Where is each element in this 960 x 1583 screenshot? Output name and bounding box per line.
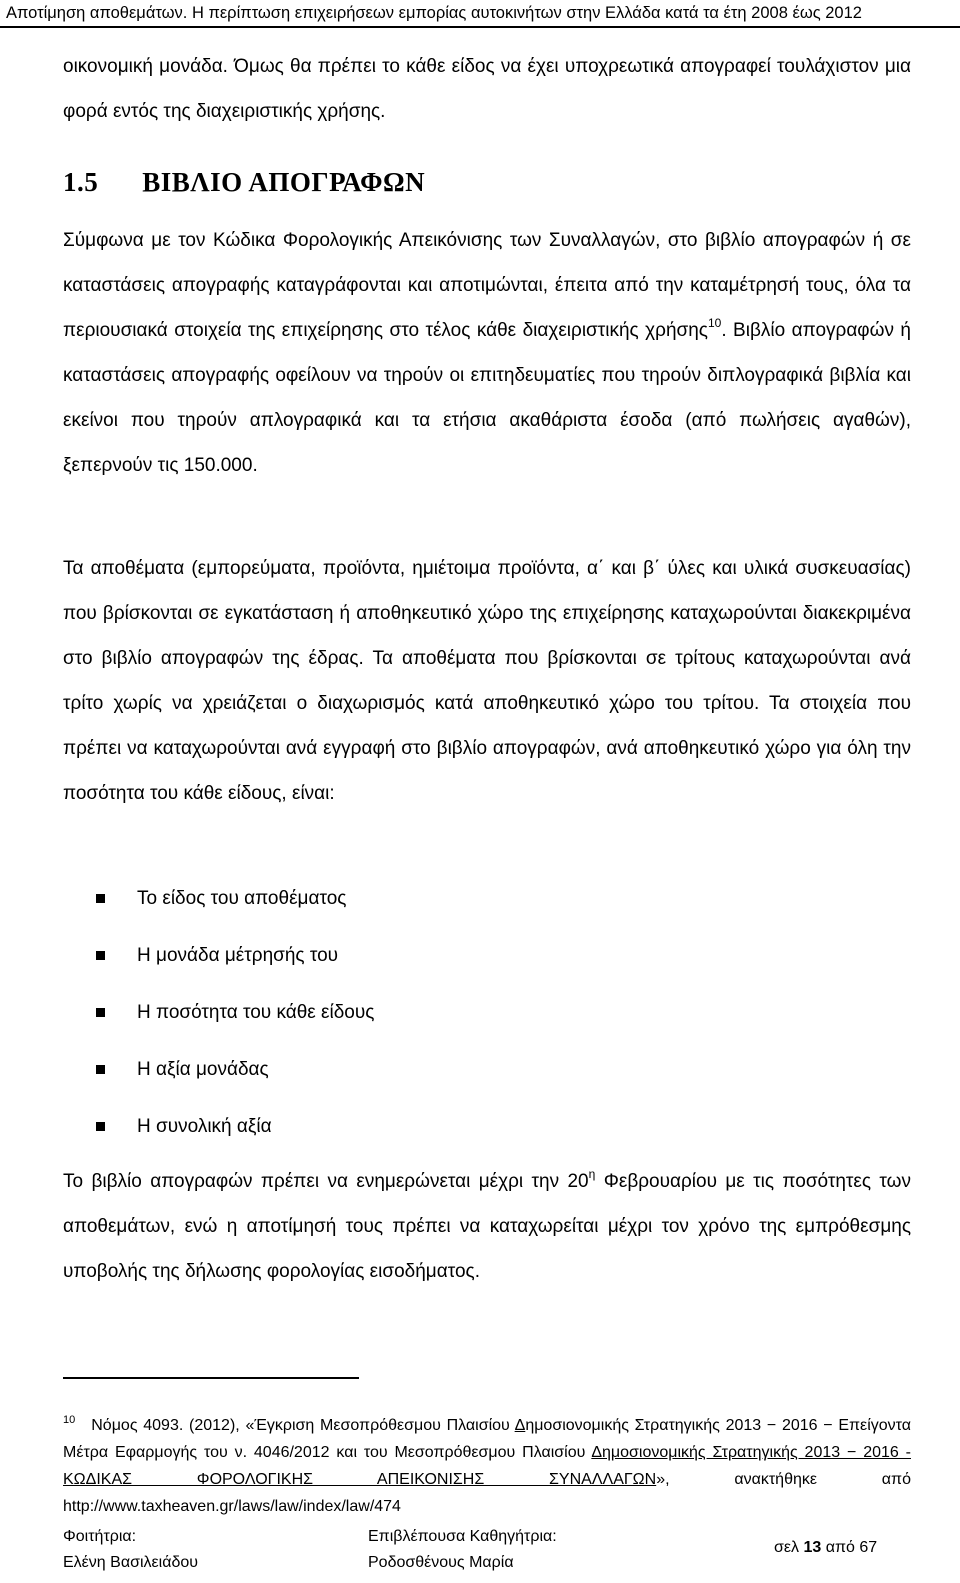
paragraph-inventory-book bbox=[63, 218, 911, 488]
footer-student bbox=[63, 1524, 198, 1576]
footnote-number: 10 bbox=[63, 1414, 76, 1426]
running-header bbox=[0, 0, 960, 34]
page-number bbox=[774, 1535, 877, 1561]
footer-supervisor bbox=[368, 1524, 557, 1576]
list-item-text: Η συνολική αξία bbox=[137, 1116, 272, 1137]
header-rule bbox=[0, 26, 960, 28]
page-current: 13 bbox=[803, 1539, 822, 1556]
page-middle: από bbox=[821, 1539, 860, 1556]
list-item-text: Η αξία μονάδας bbox=[137, 1059, 269, 1080]
square-bullet-icon bbox=[96, 894, 105, 903]
square-bullet-icon bbox=[96, 1122, 105, 1131]
list-item-text: Η μονάδα μέτρησής του bbox=[137, 945, 339, 966]
header-title: Αποτίμηση αποθεμάτων. Η περίπτωση επιχειρήσεων εμπορίας αυτοκινήτων στην Ελλάδα κατά τα έτη 2008 έως 2012 bbox=[6, 4, 862, 22]
page-total: 67 bbox=[859, 1539, 878, 1556]
paragraph-inventory-book-part1: Σύμφωνα με τον Κώδικα Φορολογικής Απεικόνισης των Συναλλαγών, στο βιβλίο απογραφών ή σε καταστάσεις απογραφής καταγράφονται και αποτιμώνται, έπειτα από την καταμέτρησή τους, όλα τα περιουσιακά στοιχεία της επιχείρησης στο τέλος κάθε διαχειριστικής χρήσης bbox=[63, 230, 911, 341]
paragraph-stocks: Τα αποθέματα (εμπορεύματα, προϊόντα, ημιέτοιμα προϊόντα, α΄ και β΄ ύλες και υλικά συσκευασίας) που βρίσκονται σε εγκατάσταση ή αποθηκευτικό χώρο της επιχείρησης καταχωρούνται διακεκριμένα στο βιβλίο απογραφών της έδρας. Τα αποθέματα που βρίσκονται σε τρίτους καταχωρούνται ανά τρίτο χωρίς να χρειάζεται ο διαχωρισμός κατά αποθηκευτικό χώρο του τρίτου. Τα στοιχεία που πρέπει να καταχωρούνται ανά εγγραφή στο βιβλίο απογραφών, ανά αποθηκευτικό χώρο για όλη την ποσότητα του κάθε είδους, είναι: bbox=[63, 558, 911, 804]
footer-student-label: Φοιτήτρια: bbox=[63, 1528, 137, 1545]
bullet-list bbox=[96, 870, 374, 1155]
section-title: ΒΙΒΛΙΟ ΑΠΟΓΡΑΦΩΝ bbox=[142, 167, 426, 197]
list-item bbox=[96, 984, 374, 1041]
page-prefix: σελ bbox=[774, 1539, 804, 1556]
list-item-text: Το είδος του αποθέματος bbox=[137, 888, 347, 909]
list-item bbox=[96, 870, 374, 927]
footnote-text-b: ημοσιονομικής Στρατηγικής 2013 − 2016 − Επείγοντα Μέτρα Εφαρμογής του ν. 4046/2012 και του Μεσοπρόθεσμου Πλαισίου bbox=[63, 1417, 911, 1461]
paragraph-inventory-book-end: . bbox=[252, 455, 258, 476]
square-bullet-icon bbox=[96, 1008, 105, 1017]
footnote-text-c: », ανακτήθηκε από bbox=[656, 1471, 911, 1488]
list-item bbox=[96, 1041, 374, 1098]
footnote-text-underlined-2: Δημοσιονομικής Στρατηγικής 2013 − 2016 - ΚΩΔΙΚΑΣ ΦΟΡΟΛΟΓΙΚΗΣ ΑΠΕΙΚΟΝΙΣΗΣ ΣΥΝΑΛΛΑΓΩΝ bbox=[63, 1444, 911, 1488]
list-item bbox=[96, 927, 374, 984]
footnote-separator bbox=[63, 1377, 359, 1379]
footnote-link[interactable]: http://www.taxheaven.gr/laws/law/index/law/474 bbox=[63, 1498, 401, 1515]
paragraph-continuation: οικονομική μονάδα. Όμως θα πρέπει το κάθε είδος να έχει υποχρεωτικά απογραφεί τουλάχιστον μια φορά εντός της διαχειριστικής χρήσης. bbox=[63, 56, 911, 122]
section-number: 1.5 bbox=[63, 167, 99, 197]
paragraph-update-deadline-part1: Το βιβλίο απογραφών πρέπει να ενημερώνεται μέχρι την 20 bbox=[63, 1171, 589, 1192]
ordinal-superscript: η bbox=[588, 1167, 596, 1181]
footer-supervisor-label: Επιβλέπουσα Καθηγήτρια: bbox=[368, 1528, 557, 1545]
footnote-ref: 10 bbox=[707, 316, 722, 330]
footnote bbox=[63, 1412, 911, 1520]
footnote-text-underlined-1: Δ bbox=[514, 1417, 526, 1434]
footer-student-name: Ελένη Βασιλειάδου bbox=[63, 1554, 198, 1571]
square-bullet-icon bbox=[96, 1065, 105, 1074]
square-bullet-icon bbox=[96, 951, 105, 960]
section-heading bbox=[63, 157, 425, 207]
footnote-text-a: Νόμος 4093. (2012), «Έγκριση Μεσοπρόθεσμου Πλαισίου bbox=[91, 1417, 515, 1434]
footer-supervisor-name: Ροδοσθένους Μαρία bbox=[368, 1554, 514, 1571]
list-item bbox=[96, 1098, 374, 1155]
paragraph-inventory-book-part2: . Βιβλίο απογραφών ή καταστάσεις απογραφής οφείλουν να τηρούν οι επιτηδευματίες που τηρούν διπλογραφικά βιβλία και εκείνοι που τηρούν απλογραφικά και τα ετήσια ακαθάριστα έσοδα (από πωλήσεις αγαθών), ξεπερνούν τις 150.000 bbox=[63, 320, 911, 476]
paragraph-update-deadline bbox=[63, 1159, 911, 1294]
paragraph-update-deadline-part2: Φεβρουαρίου με τις ποσότητες των αποθεμάτων, ενώ η αποτίμησή τους πρέπει να καταχωρείται μέχρι τον χρόνο της εμπρόθεσμης υποβολής της δήλωσης φορολογίας εισοδήματος. bbox=[63, 1171, 912, 1282]
list-item-text: Η ποσότητα του κάθε είδους bbox=[137, 1002, 375, 1023]
